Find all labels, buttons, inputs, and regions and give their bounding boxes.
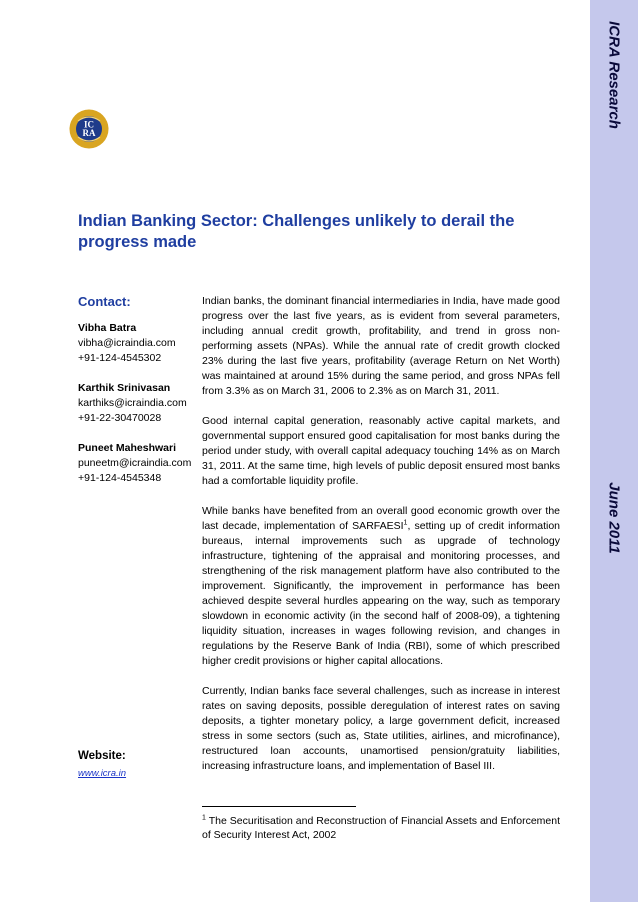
svg-text:IC: IC [83, 119, 95, 130]
footnote-text: The Securitisation and Reconstruction of Financial Assets and Enforcement of Security Interest Act, 2002 [202, 815, 560, 841]
paragraph-text: While banks have benefited from an overall good economic growth over the last decade, implementation of SARFAESI [202, 505, 560, 532]
website-heading: Website: [78, 750, 126, 762]
report-title: Indian Banking Sector: Challenges unlikely to derail the progress made [78, 212, 515, 251]
contact-email[interactable]: karthiks@icraindia.com [78, 397, 187, 409]
contact-phone: +91-124-4545302 [78, 352, 162, 364]
contact-entry [78, 381, 191, 426]
contact-name: Vibha Batra [78, 322, 137, 334]
footnote [202, 814, 560, 842]
footnote-divider [202, 806, 356, 807]
body-paragraph: Good internal capital generation, reasonably active capital markets, and governmental support ensured good capitalisation for most banks during the period under study, with overall capital adequacy touching 14% as on March 31, 2011. At the same time, high levels of public deposit ensured most banks had a comfortable liquidity profile. [202, 415, 560, 487]
body-paragraph [202, 504, 560, 669]
contact-phone: +91-124-4545348 [78, 472, 162, 484]
contact-email[interactable]: vibha@icraindia.com [78, 337, 176, 349]
contact-entry [78, 321, 191, 366]
contact-email[interactable]: puneetm@icraindia.com [78, 457, 192, 469]
contact-list [78, 321, 191, 501]
sidebar-band [590, 0, 638, 902]
body-paragraph: Currently, Indian banks face several challenges, such as increase in interest rates on saving deposits, possible deregulation of interest rates on saving deposits, a tighter monetary policy, a large government deficit, increased stress in some sectors (such as, State utilities, airlines, and microfinance), restructured loan accounts, unamortised pension/gratuity liabilities, increasing infrastructure loans, and implementation of Basel III. [202, 685, 560, 772]
sidebar-date: June 2011 [605, 482, 623, 554]
contact-heading: Contact: [78, 294, 131, 309]
sidebar-title: ICRA Research [605, 21, 623, 129]
footnote-reference[interactable]: 1 [403, 519, 408, 527]
body-paragraph: Indian banks, the dominant financial intermediaries in India, have made good progress over the last five years, as is evident from several parameters, including annual credit growth, profitability, and trend in gross non-performing assets (NPAs). While the annual rate of credit growth clocked 23% during the last five years, profitability (average Return on Net Worth) was maintained at around 15% during the same period, and gross NPAs fell from 3.3% as on March 31, 2006 to 2.3% as on March 31, 2011. [202, 295, 560, 397]
svg-text:RA: RA [82, 128, 96, 138]
contact-entry [78, 441, 191, 486]
footnote-marker: 1 [202, 814, 206, 822]
icra-logo [69, 109, 109, 149]
contact-name: Karthik Srinivasan [78, 382, 171, 394]
icra-logo-mark [69, 109, 109, 149]
body-text [202, 294, 560, 789]
paragraph-text: , setting up of credit information bureaus, internal improvements such as upgrade of technology infrastructure, tightening of the appraisal and monitoring processes, and strengthening of the risk management platform have also contributed to the improvement. Significantly, the improvement in performance has been achieved despite several hurdles appearing on the way, such as temporary slowdown in economic activity (in the second half of 2008-09), a tightening liquidity situation, increases in wages following revision, and changes in regulations by the Reserve Bank of India (RBI), some of which prescribed higher credit provisions or higher capital allocations. [202, 520, 561, 667]
contact-phone: +91-22-30470028 [78, 412, 162, 424]
contact-name: Puneet Maheshwari [78, 442, 177, 454]
website-link[interactable]: www.icra.in [78, 768, 127, 779]
